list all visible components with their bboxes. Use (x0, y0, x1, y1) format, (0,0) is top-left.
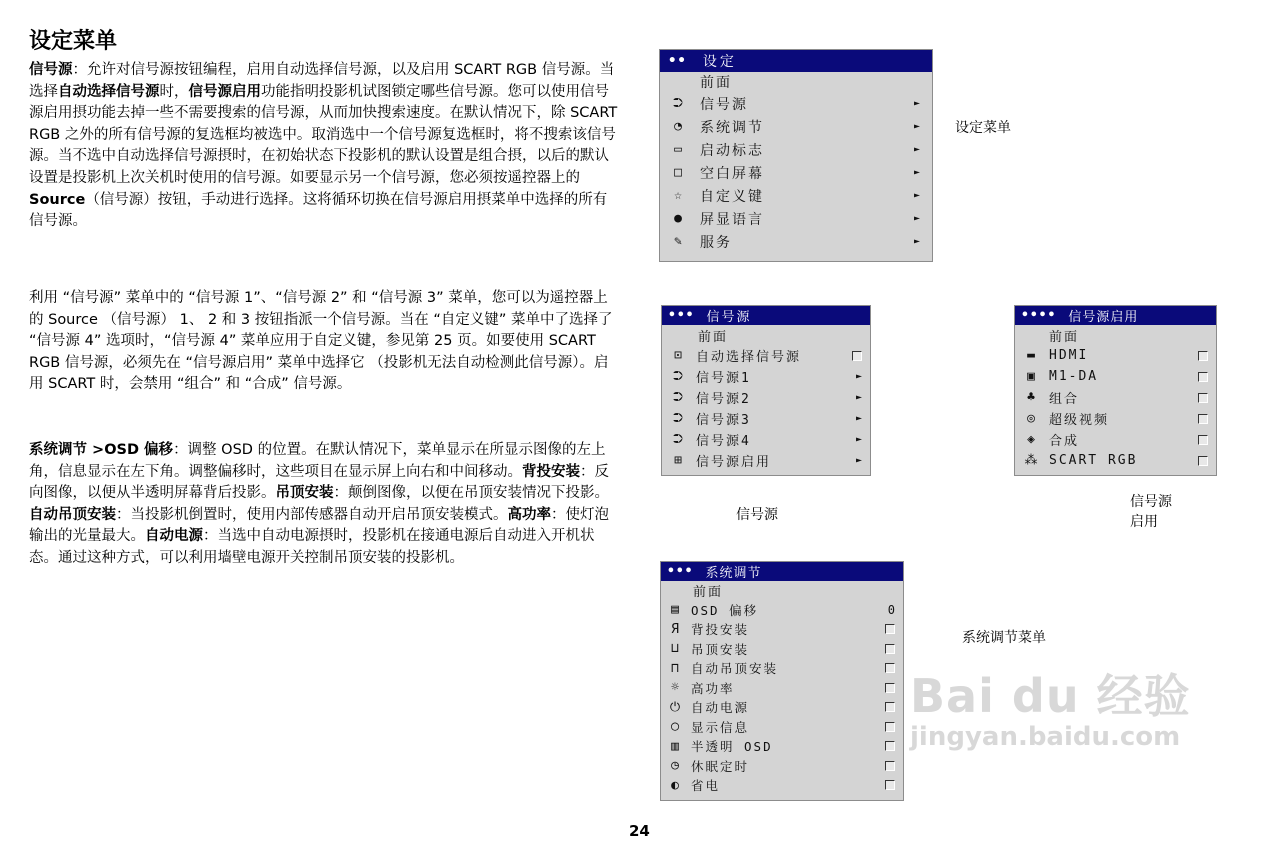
menu-item[interactable] (1015, 408, 1216, 429)
page-number: 24 (629, 822, 650, 840)
caption-line: 信号源 (1130, 494, 1172, 510)
menu-item-value: 0 (887, 602, 895, 617)
menu-checkbox[interactable] (1198, 393, 1208, 403)
submenu-arrow-icon: ► (913, 167, 920, 178)
menu-item-label: 自动电源 (691, 700, 750, 716)
submenu-arrow-icon: ► (913, 213, 920, 224)
submenu-arrow-icon: ► (855, 413, 862, 424)
menu-item-label: 信号源3 (696, 413, 751, 428)
menu-item[interactable] (1015, 450, 1216, 471)
menu-item-icon: ⏻ (669, 699, 681, 715)
menu-item-label: SCART RGB (1049, 453, 1138, 468)
menu-item-icon: ▤ (671, 602, 679, 618)
submenu-arrow-icon: ► (913, 144, 920, 155)
menu-item-label: 自定义键 (700, 188, 764, 205)
text: ：反向图像，以便从半透明屏幕背后投影。 (29, 463, 609, 502)
text: ：颠倒图像，以便在吊顶安装情况下投影。 (333, 485, 609, 502)
menu-item-label: HDMI (1049, 348, 1089, 363)
menu-title: 信号源启用 (1068, 310, 1139, 325)
menu-checkbox[interactable] (885, 761, 895, 771)
menu-item-icon: ▬ (1027, 348, 1035, 363)
menu-item-label: 前面 (1049, 329, 1080, 345)
menu-header (661, 562, 903, 581)
menu-item-icon: ◷ (671, 758, 679, 774)
caption-system-menu: 系统调节菜单 (962, 630, 1046, 646)
paragraph-source-buttons: 利用 “信号源” 菜单中的 “信号源 1”、“信号源 2” 和 “信号源 3” 菜单，您可以为遥控器上的 Source （信号源） 1、 2 和 3 按钮指派一个信号源。当在 “自定义键” 菜单中了选择了 “信号源 4” 选项时，“信号源 4” 菜单应用于自定义键，参见第 25 页。如要使用 SCART RGB 信号源，必须先在 “信号源启用” 菜单中选择它 （投影机无法自动检测此信号源）。启用 SCART 时，会禁用 “组合” 和 “合成” 信号源。 (29, 290, 613, 393)
menu-item-icon: ⮊ (673, 369, 683, 384)
menu-item[interactable] (662, 429, 870, 450)
system-menu (660, 561, 904, 801)
menu-item-icon: ⊔ (671, 641, 679, 657)
menu-item-label: 高功率 (691, 680, 735, 696)
source-menu (661, 305, 871, 476)
caption-source-enable-menu (1130, 492, 1172, 532)
menu-item[interactable] (1015, 366, 1216, 387)
submenu-arrow-icon: ► (855, 455, 862, 466)
menu-item[interactable] (661, 698, 903, 718)
menu-item-label: 服务 (700, 234, 732, 251)
term-auto-ceiling: 自动吊顶安装 (29, 506, 116, 523)
menu-checkbox[interactable] (885, 702, 895, 712)
menu-item-icon: ♣ (1027, 390, 1035, 405)
menu-item-label: 休眠定时 (691, 758, 750, 774)
menu-item-label: 显示信息 (691, 719, 750, 735)
menu-item-icon: ⮊ (673, 432, 683, 447)
menu-item-icon: ◈ (1027, 432, 1035, 447)
menu-item-label: 自动选择信号源 (696, 350, 802, 365)
menu-checkbox[interactable] (885, 683, 895, 693)
menu-checkbox[interactable] (1198, 456, 1208, 466)
menu-item[interactable] (661, 776, 903, 796)
menu-item[interactable] (660, 207, 932, 230)
menu-item[interactable] (660, 161, 932, 184)
menu-item-label: 屏显语言 (700, 211, 764, 228)
term-source-button: Source (29, 191, 86, 208)
menu-item-label: 半透明 OSD (691, 739, 773, 755)
text: ：当选中自动电源摂时，投影机在接通电源后自动进入开机状态。通过这种方式，可以利用墙壁电源开关控制吊顶安装的投影机。 (29, 528, 595, 566)
menu-item-label: 启动标志 (700, 142, 764, 159)
text: ：使灯泡输出的光量最大。 (29, 506, 609, 545)
menu-title: 设定 (702, 54, 737, 70)
submenu-arrow-icon: ► (855, 392, 862, 403)
menu-item-icon: ⮊ (673, 96, 683, 111)
menu-item-label: 省电 (691, 778, 721, 794)
watermark-logo-text: Bai du 经验 (910, 669, 1191, 723)
menu-item-icon: ⮊ (673, 390, 683, 405)
menu-item[interactable] (661, 717, 903, 737)
menu-checkbox[interactable] (885, 722, 895, 732)
menu-item-label: M1-DA (1049, 369, 1099, 384)
menu-item-label: 组合 (1049, 392, 1080, 407)
menu-level-dots: ••• (667, 564, 694, 579)
menu-level-dots: ••• (668, 308, 695, 323)
menu-checkbox[interactable] (1198, 435, 1208, 445)
term-source-enable: 信号源启用 (188, 83, 261, 100)
submenu-arrow-icon: ► (913, 236, 920, 247)
watermark-url: jingyan.baidu.com (910, 722, 1181, 752)
menu-checkbox[interactable] (1198, 351, 1208, 361)
menu-item[interactable] (661, 659, 903, 679)
menu-item-icon: ● (674, 211, 682, 226)
term-auto-select: 自动选择信号源 (58, 83, 160, 100)
menu-item[interactable] (661, 639, 903, 659)
term-rear: 背投安装 (522, 463, 580, 480)
menu-item[interactable] (661, 756, 903, 776)
menu-item-icon: ▣ (1027, 369, 1035, 384)
menu-title: 信号源 (706, 310, 752, 325)
menu-item-icon: ☆ (674, 188, 682, 203)
menu-item-icon: Я (671, 621, 679, 637)
menu-item-icon: ⊡ (674, 348, 682, 363)
menu-item[interactable] (662, 450, 870, 471)
menu-header (662, 306, 870, 325)
menu-checkbox[interactable] (885, 780, 895, 790)
menu-item-icon: ◎ (1027, 411, 1035, 426)
menu-item-label: 前面 (700, 75, 732, 91)
caption-line: 启用 (1130, 514, 1158, 530)
menu-item[interactable] (660, 184, 932, 207)
submenu-arrow-icon: ► (913, 121, 920, 132)
source-enable-menu (1014, 305, 1217, 476)
menu-header (1015, 306, 1216, 325)
menu-item[interactable] (661, 620, 903, 640)
paragraph-source (29, 60, 621, 233)
menu-checkbox[interactable] (885, 663, 895, 673)
menu-item-icon: ◐ (671, 777, 679, 793)
submenu-arrow-icon: ► (855, 371, 862, 382)
menu-item-label: 信号源2 (696, 392, 751, 407)
text: ：允许对信号源按钮编程，启用自动选择信号源，以及启用 SCART RGB 信号源。当选择 (29, 62, 615, 100)
text: ：调整 OSD 的位置。在默认情况下，菜单显示在所显示图像的左上角，信息显示在左下角。调整偏移时，这些项目在显示屏上向右和中间移动。 (29, 442, 606, 480)
menu-item-label: 空白屏幕 (700, 165, 764, 182)
menu-item-icon: ▥ (671, 738, 679, 754)
submenu-arrow-icon: ► (855, 434, 862, 445)
menu-level-dots: •••• (1021, 308, 1057, 323)
menu-item-label: OSD 偏移 (691, 602, 759, 618)
menu-item-icon: ⮊ (673, 411, 683, 426)
menu-header (660, 50, 932, 72)
menu-item-icon: ▭ (674, 142, 682, 157)
menu-item[interactable] (1015, 429, 1216, 450)
text: 功能指明投影机试图锁定哪些信号源。您可以使用信号源启用摂功能去掉一些不需要搜索的信号源，从而加快搜索速度。在默认情况下，除 SCART RGB 之外的所有信号源的复选框均被选中。取消选中一个信号源复选框时，将不搜索该信号源。当不选中自动选择信号源摂时，在初始状态下投影机的默认设置是组合摂，以后的默认设置是投影机上次关机时使用的信号源。如要显示另一个信号源，您必须按遥控器上的 (29, 83, 618, 186)
menu-item-label: 合成 (1049, 434, 1080, 449)
term-auto-power: 自动电源 (145, 528, 203, 545)
menu-title: 系统调节 (705, 566, 762, 581)
menu-item-label: 前面 (698, 329, 729, 345)
menu-item-icon: ✎ (674, 234, 682, 249)
menu-item[interactable] (662, 408, 870, 429)
menu-item-label: 自动吊顶安装 (691, 661, 779, 677)
term-ceiling: 吊顶安装 (275, 485, 334, 502)
menu-checkbox[interactable] (852, 351, 862, 361)
page-title: 设定菜单 (29, 29, 118, 54)
menu-item[interactable] (1015, 387, 1216, 408)
term-high-power: 高功率 (507, 506, 551, 523)
submenu-arrow-icon: ► (913, 190, 920, 201)
caption-source-menu: 信号源 (736, 507, 778, 523)
menu-checkbox[interactable] (885, 644, 895, 654)
menu-item-icon: ◯ (671, 719, 679, 735)
menu-item-icon: ⊓ (671, 660, 679, 676)
menu-item[interactable] (661, 678, 903, 698)
submenu-arrow-icon: ► (913, 98, 920, 109)
menu-item[interactable] (661, 737, 903, 757)
menu-item-label: 吊顶安装 (691, 641, 750, 657)
menu-item-front[interactable] (662, 325, 870, 345)
menu-checkbox[interactable] (1198, 372, 1208, 382)
menu-item[interactable] (662, 366, 870, 387)
text: ：当投影机倒置时，使用内部传感器自动开启吊顶安装模式。 (116, 506, 508, 523)
menu-item-icon: ◔ (674, 119, 682, 134)
menu-item-label: 信号源启用 (696, 455, 772, 470)
menu-item-icon: ⁂ (1024, 453, 1038, 468)
caption-setup-menu: 设定菜单 (955, 120, 1011, 136)
paragraph-system (29, 440, 621, 570)
term-osd-offset: 系统调节 >OSD 偏移 (29, 442, 174, 458)
menu-level-dots: •• (668, 53, 687, 69)
menu-item-label: 信号源1 (696, 371, 751, 386)
menu-item[interactable] (662, 387, 870, 408)
menu-item-label: 信号源4 (696, 434, 751, 449)
menu-item-label: 超级视频 (1049, 413, 1110, 428)
menu-item[interactable] (660, 92, 932, 115)
menu-item-icon: ☼ (671, 680, 679, 696)
term-source: 信号源 (29, 62, 73, 78)
menu-item-front[interactable] (660, 72, 932, 92)
menu-item-icon: ⊞ (674, 453, 682, 468)
menu-item[interactable] (660, 230, 932, 253)
setup-menu (659, 49, 933, 262)
menu-item[interactable] (662, 345, 870, 366)
menu-item[interactable] (660, 138, 932, 161)
menu-item[interactable] (1015, 345, 1216, 366)
menu-item-label: 前面 (693, 585, 724, 600)
text: （信号源）按钮，手动进行选择。这将循环切换在信号源启用摂菜单中选择的所有信号源。 (29, 191, 608, 230)
menu-item-label: 信号源 (700, 96, 748, 113)
menu-item-icon: □ (674, 165, 682, 180)
menu-item-label: 系统调节 (700, 119, 764, 136)
menu-checkbox[interactable] (1198, 414, 1208, 424)
menu-item-front[interactable] (1015, 325, 1216, 345)
menu-checkbox[interactable] (885, 741, 895, 751)
menu-item-label: 背投安装 (691, 622, 750, 638)
menu-item[interactable] (660, 115, 932, 138)
menu-item-front[interactable] (661, 581, 903, 600)
text: 时， (159, 83, 189, 100)
menu-checkbox[interactable] (885, 624, 895, 634)
menu-item[interactable] (661, 600, 903, 620)
baidu-watermark (910, 660, 1191, 752)
